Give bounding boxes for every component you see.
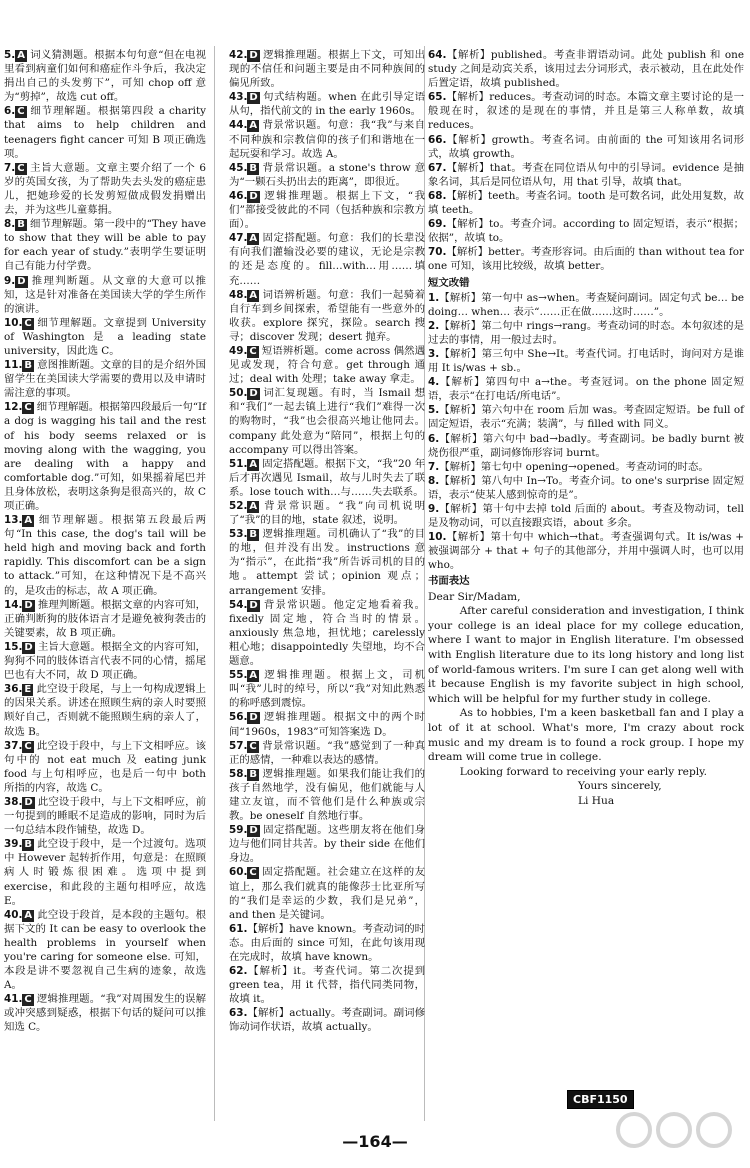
item-number: 50. bbox=[229, 387, 248, 400]
item-explanation: 短语辨析题。come across 偶然遇见或发现，符合句意。get through 通过；deal with 处理；take away 拿走。 bbox=[229, 344, 425, 386]
answer-letter-badge: A bbox=[17, 50, 25, 61]
letter-salutation: Dear Sir/Madam, bbox=[428, 590, 521, 603]
answer-item bbox=[428, 432, 744, 460]
answer-item bbox=[4, 908, 206, 993]
item-explanation: 【解析】better。考查形容词。由后面的 than without tea for one 可知，该用比较级，故填 better。 bbox=[428, 246, 744, 273]
answer-item bbox=[229, 964, 425, 1006]
answer-item bbox=[4, 274, 206, 316]
item-explanation: 细节理解题。根据第四段最后一句“If a dog is wagging his tail and the rest of his body seems relaxed or is moving along with the wagging, you are dealing with a happy and comfortable dog.”可知，如果摇着尾巴并且身体放松，表明这条狗是很高兴的，故 C 项正确。 bbox=[4, 401, 206, 512]
item-number: 14. bbox=[4, 598, 23, 611]
item-explanation: 固定搭配题。根据下文，“我”20 年后才再次遇见 Ismail，故与儿时失去了联系。lose touch with…与……失去联系。 bbox=[229, 457, 425, 498]
item-number: 55. bbox=[229, 669, 248, 682]
item-number: 47. bbox=[229, 232, 248, 245]
letter-closing: Yours sincerely, bbox=[578, 780, 662, 793]
answer-letter-badge: C bbox=[24, 317, 32, 329]
item-explanation: 【解析】第二句中 rings→rang。考查动词的时态。本句叙述的是过去的事情，用一般过去时。 bbox=[428, 319, 744, 346]
item-number: 41. bbox=[4, 993, 23, 1006]
item-number: 42. bbox=[229, 49, 248, 61]
answer-item bbox=[229, 598, 425, 668]
answer-letter-badge: D bbox=[17, 275, 26, 287]
answer-item bbox=[4, 513, 206, 598]
answer-letter-badge: C bbox=[24, 402, 32, 414]
item-number: 10. bbox=[4, 316, 23, 329]
answer-letter-badge: B bbox=[17, 219, 25, 231]
answer-item bbox=[4, 837, 206, 907]
answer-letter-badge: D bbox=[249, 825, 258, 837]
answer-list bbox=[428, 48, 744, 274]
watermark-logo-icon bbox=[612, 1108, 742, 1164]
answer-letter-badge: B bbox=[24, 839, 33, 851]
answer-item bbox=[428, 245, 744, 273]
item-explanation: 【解析】第三句中 She→It。考查代词。打电话时，询问对方是谁用 It is/was + sb.。 bbox=[428, 347, 744, 375]
answer-item bbox=[428, 217, 744, 245]
letter-paragraph: Looking forward to receiving your early reply. bbox=[459, 765, 708, 778]
item-number: 5. bbox=[4, 49, 16, 61]
item-number: 69. bbox=[428, 218, 447, 231]
answer-letter-badge: B bbox=[24, 360, 33, 372]
answer-column-1 bbox=[4, 48, 206, 1035]
letter-paragraph: After careful consideration and investigation, I think your college is an ideal place for my college education, where I want to major in English literature. I'm obsessed with English literature due to its long history and long list of world-famous writers. I'm sure I can get along well with it because English is my favorite subject in high school, which will be helpful for my further study in college. bbox=[428, 605, 744, 705]
item-explanation: 逻辑推理题。根据上文，司机叫“我”儿时的绰号，所以“我”对知此熟悉的称呼感到震惊。 bbox=[229, 669, 425, 710]
item-explanation: 逻辑推理题。根据文中的两个时间“1960s，1983”可知答案选 D。 bbox=[229, 711, 425, 738]
item-explanation: 逻辑推理题。根据上下文，可知出现的不信任和问题主要是由不同种族间的偏见所致。 bbox=[229, 49, 425, 90]
answer-letter-badge: C bbox=[24, 740, 32, 752]
answer-item bbox=[4, 682, 206, 738]
answer-item bbox=[4, 316, 206, 358]
item-number: 38. bbox=[4, 795, 23, 808]
item-number: 62. bbox=[229, 965, 248, 978]
item-explanation: 逻辑推理题。如果我们能让我们的孩子自然地学，没有偏见，他们就能与人建立友谊，而不管他们是什么种族或宗教。be oneself 自然地行事。 bbox=[229, 767, 425, 823]
item-number: 58. bbox=[229, 767, 248, 780]
section-title-writing: 书面表达 bbox=[428, 575, 470, 588]
item-explanation: 【解析】第四句中 a→the。考查冠词。on the phone 固定短语，表示“在打电话/所电话”。 bbox=[428, 376, 744, 403]
item-number: 43. bbox=[229, 91, 248, 104]
answer-letter-badge: A bbox=[249, 501, 258, 512]
item-explanation: 【解析】to。考查介词。according to 固定短语，表示“根据；依据”，故填 to。 bbox=[428, 218, 744, 245]
item-number: 6. bbox=[4, 105, 16, 118]
answer-item bbox=[428, 403, 744, 431]
item-number: 2. bbox=[428, 319, 440, 332]
item-number: 36. bbox=[4, 683, 23, 696]
item-number: 9. bbox=[4, 274, 16, 287]
answer-letter-badge: D bbox=[249, 599, 258, 611]
answer-letter-badge: D bbox=[249, 388, 258, 400]
item-explanation: 推理判断题。根据文章的内容可知，正确判断狗的肢体语言才是避免被狗袭击的关键要素，故 B 项正确。 bbox=[4, 598, 206, 639]
item-explanation: 【解析】第七句中 opening→opened。考查动词的时态。 bbox=[439, 460, 709, 473]
answer-item bbox=[4, 598, 206, 640]
item-explanation: 此空设于段中，与上下文相呼应。该句中的 not eat much 及 eating junk food 与上句相呼应，也是后一句中 both 所指的内容，故选 C。 bbox=[4, 739, 206, 794]
answer-item bbox=[428, 530, 744, 572]
item-explanation: 【解析】teeth。考查名词。tooth 是可数名词，此处用复数，故填 teeth。 bbox=[428, 189, 744, 217]
answer-item bbox=[229, 865, 425, 921]
answer-column-2 bbox=[229, 48, 425, 1035]
item-number: 67. bbox=[428, 161, 447, 174]
answer-letter-badge: D bbox=[24, 599, 33, 611]
item-explanation: 固定搭配题。社会建立在这样的友谊上，那么我们就真的能像莎士比亚所写的“我们是幸运的少数，我们是兄弟”，and then 是关键词。 bbox=[229, 866, 425, 921]
item-number: 53. bbox=[229, 528, 248, 541]
item-explanation: 此空设于段尾，与上一句构成逻辑上的因果关系。讲述在照顾生病的亲人时要照顾好自己，否则就不能照顾生病的亲人了，故选 B。 bbox=[4, 683, 206, 738]
answer-letter-badge: D bbox=[249, 92, 258, 104]
item-explanation: 此空设于段中，是一个过渡句。选项中 However 起转折作用，句意是：在照顾病人时锻炼很困难。选项中提到 exercise，和此段的主题句相呼应，故选 E。 bbox=[4, 838, 206, 907]
item-number: 52. bbox=[229, 500, 248, 512]
item-number: 40. bbox=[4, 908, 23, 921]
item-explanation: 逻辑推理题。司机确认了“我”的目的地，但并没有出发。instructions 意为“指示”，在此指“我”所告诉司机的目的地。attempt 尝试；opinion 观点；arrangement 安排。 bbox=[229, 528, 425, 597]
answer-item bbox=[4, 739, 206, 795]
answer-item bbox=[229, 457, 425, 499]
letter bbox=[428, 590, 744, 809]
answer-letter-badge: B bbox=[249, 162, 258, 174]
item-number: 46. bbox=[229, 189, 248, 202]
item-number: 70. bbox=[428, 246, 447, 259]
item-explanation: 【解析】have known。考查动词的时态。由后面的 since 可知，在此句该用现在完成时，故填 have known。 bbox=[229, 922, 425, 963]
answer-item bbox=[229, 161, 425, 189]
answer-letter-badge: A bbox=[249, 289, 258, 301]
item-explanation: 【解析】第十句中去掉 told 后面的 about。考查及物动词，tell 是及物动词，可以直接跟宾语，about 多余。 bbox=[428, 503, 744, 530]
answer-letter-badge: D bbox=[249, 712, 258, 724]
answer-item bbox=[229, 48, 425, 90]
item-explanation: 【解析】growth。考查名词。由前面的 the 可知该用名词形式，故填 growth。 bbox=[428, 133, 744, 160]
answer-item bbox=[229, 922, 425, 964]
answer-item bbox=[4, 992, 206, 1034]
answer-item bbox=[229, 823, 425, 865]
item-number: 3. bbox=[428, 347, 440, 360]
item-explanation: 【解析】it。考查代词。第二次提到 green tea，用 it 代替，指代同类同物，故填 it。 bbox=[229, 965, 425, 1006]
answer-item bbox=[4, 161, 206, 217]
answer-letter-badge: E bbox=[24, 684, 32, 696]
item-explanation: 意图推断题。文章的目的是介绍外国留学生在美国读大学需要的费用以及申请时需注意的事项。 bbox=[4, 359, 206, 400]
correction-list bbox=[428, 291, 744, 573]
answer-item bbox=[4, 358, 206, 400]
item-explanation: 【解析】第八句中 In→To。考查介词。to one's surprise 固定短语，表示“使某人感到惊奇的是”。 bbox=[428, 474, 744, 501]
item-explanation: 细节理解题。根据第五段最后两句“In this case, the dog's tail will be held high and moving back and forth rapidly. This discomfort can be a sign to attack.”可知，在这种情况下是不高兴的，是攻击的标志，故 A 项正确。 bbox=[4, 514, 206, 597]
answer-letter-badge: D bbox=[24, 641, 33, 653]
item-explanation: 主旨大意题。根据全文的内容可知，狗狗不同的肢体语言代表不同的心情，摇尾巴也有大不同，故 D 项正确。 bbox=[4, 640, 206, 682]
answer-item bbox=[229, 288, 425, 344]
item-explanation: 背景常识题。句意：我“我”与来自不同种族和宗教信仰的孩子们和谐地在一起玩耍和学习。故选 A。 bbox=[229, 119, 425, 160]
item-number: 8. bbox=[428, 474, 440, 487]
answer-letter-badge: C bbox=[17, 162, 25, 174]
item-number: 64. bbox=[428, 49, 447, 61]
item-number: 11. bbox=[4, 359, 23, 372]
column-divider bbox=[214, 46, 215, 1121]
item-number: 12. bbox=[4, 401, 23, 414]
answer-item bbox=[428, 189, 744, 217]
answer-item bbox=[428, 474, 744, 502]
answer-letter-badge: B bbox=[249, 768, 258, 780]
item-explanation: 逻辑推理题。“我”对周围发生的误解或冲突感到疑惑，根据下句话的疑问可以推知选 C。 bbox=[4, 993, 206, 1034]
answer-item bbox=[229, 231, 425, 287]
answer-item bbox=[428, 90, 744, 132]
item-number: 15. bbox=[4, 640, 23, 653]
item-number: 10. bbox=[428, 531, 447, 544]
section-title-correction: 短文改错 bbox=[428, 276, 470, 289]
item-number: 44. bbox=[229, 119, 248, 132]
answer-item bbox=[229, 710, 425, 738]
item-number: 60. bbox=[229, 866, 248, 879]
item-number: 7. bbox=[4, 161, 16, 174]
item-explanation: 词义猜测题。根据本句句意“但在电视里看到病童们如何和癌症作斗争后，我决定捐出自己的头发剪下”，可知 chop off 意为“剪掉”，故选 cut off。 bbox=[4, 49, 206, 104]
answer-letter-badge: A bbox=[249, 233, 258, 245]
answer-item bbox=[4, 48, 206, 104]
item-number: 5. bbox=[428, 404, 440, 417]
item-explanation: 背景常识题。“我”感觉到了一种真正的感情，一种难以表达的感情。 bbox=[229, 739, 425, 766]
answer-item bbox=[428, 460, 744, 474]
item-explanation: 句式结构题。when 在此引导定语从句，指代前文的 in the early 1960s。 bbox=[229, 91, 425, 118]
item-number: 4. bbox=[428, 376, 440, 389]
item-explanation: 【解析】reduces。考查动词的时态。本篇文章主要讨论的是一般现在时，叙述的是现在的事情，并且是第三人称单数，故填 reduces。 bbox=[428, 91, 744, 132]
item-explanation: 细节理解题。第一段中的“They have to show that they will be able to pay for each year of study.”表明学生要证明自己有能力付学费。 bbox=[4, 218, 206, 273]
answer-column-3 bbox=[428, 48, 744, 808]
item-explanation: 【解析】actually。考查副词。副词修饰动词作状语，故填 actually。 bbox=[229, 1007, 425, 1034]
item-explanation: 【解析】第六句中在 room 后加 was。考查固定短语。be full of 固定短语，表示“充满；装满”，与 filled with 同义。 bbox=[428, 404, 744, 431]
item-number: 45. bbox=[229, 161, 248, 174]
item-number: 57. bbox=[229, 739, 248, 752]
item-number: 49. bbox=[229, 344, 248, 357]
item-number: 6. bbox=[428, 432, 440, 445]
answer-letter-badge: A bbox=[249, 670, 258, 682]
letter-signature: Li Hua bbox=[578, 794, 615, 807]
item-number: 37. bbox=[4, 739, 23, 752]
item-number: 13. bbox=[4, 514, 23, 527]
item-number: 1. bbox=[428, 291, 440, 304]
item-explanation: 背景常识题。“我”向司机说明了“我”的目的地，state 叙述，说明。 bbox=[229, 500, 425, 527]
item-explanation: 【解析】published。考查非谓语动词。此处 publish 和 one study 之间是动宾关系，该用过去分词形式，表示被动，且在此处作后置定语，故填 published。 bbox=[428, 49, 744, 90]
answer-item bbox=[4, 795, 206, 837]
item-explanation: 【解析】第十句中 which→that。考查强调句式。It is/was + 被强调部分 + that + 句子的其他部分，并用中强调人时，也可以用 who。 bbox=[428, 531, 744, 572]
item-explanation: 细节理解题。文章提到 University of Washington 是 a leading state university，因此选 C。 bbox=[4, 316, 206, 357]
answer-item bbox=[428, 319, 744, 347]
answer-item bbox=[229, 739, 425, 767]
answer-item bbox=[428, 502, 744, 530]
item-number: 65. bbox=[428, 91, 447, 104]
item-explanation: 主旨大意题。文章主要介绍了一个 6 岁的英国女孩，为了帮助失去头发的癌症患儿，把她珍爱的长发剪短做成假发捐赠出去，并为这些儿童募捐。 bbox=[4, 161, 206, 217]
answer-item bbox=[4, 640, 206, 682]
item-number: 66. bbox=[428, 133, 447, 146]
item-explanation: 固定搭配题。句意：我们的长辈没有向我们灌输没必要的建议，无论是宗教的还是态度的。fill…with…用……填充…… bbox=[229, 232, 425, 287]
item-number: 7. bbox=[428, 460, 440, 473]
code-badge: CBF1150 bbox=[567, 1090, 634, 1109]
item-explanation: 【解析】that。考查在同位语从句中的引导词。evidence 是抽象名词，其后是同位语从句，用 that 引导，故填 that。 bbox=[428, 161, 744, 188]
answer-letter-badge: C bbox=[24, 994, 32, 1006]
item-number: 48. bbox=[229, 288, 248, 301]
answer-item bbox=[428, 291, 744, 319]
item-number: 51. bbox=[229, 457, 248, 470]
answer-letter-badge: C bbox=[17, 106, 25, 118]
item-explanation: 【解析】第六句中 bad→badly。考查副词。be badly burnt 被烧伤很严重，副词修饰形容词 burnt。 bbox=[428, 432, 744, 459]
answer-item bbox=[428, 347, 744, 375]
answer-letter-badge: A bbox=[249, 120, 258, 132]
answer-letter-badge: D bbox=[24, 796, 33, 808]
item-explanation: 背景常识题。他定定地看着我。fixedly 固定地，符合当时的情景。anxiously 焦急地，担忧地；carelessly 粗心地；disappointedly 失望地，均不合题意。 bbox=[229, 598, 425, 668]
answer-letter-badge: D bbox=[249, 190, 258, 202]
answer-item bbox=[229, 668, 425, 710]
answer-item bbox=[428, 133, 744, 161]
item-explanation: 细节理解题。根据第四段 a charity that aims to help children and teenagers fight cancer 可知 B 项正确选项。 bbox=[4, 105, 206, 160]
answer-item bbox=[229, 527, 425, 597]
answer-letter-badge: D bbox=[249, 50, 258, 61]
item-number: 54. bbox=[229, 598, 248, 611]
item-explanation: 【解析】第一句中 as→when。考查疑问副词。固定句式 be… be doing… when… 表示“……正在做……这时……”。 bbox=[428, 291, 744, 318]
answer-item bbox=[229, 767, 425, 823]
item-number: 8. bbox=[4, 218, 16, 231]
answer-letter-badge: A bbox=[249, 458, 258, 470]
item-explanation: 此空设于段中，与上下文相呼应，前一句提到的睡眠不足造成的影响，同时为后一句总结本段作铺垫，故选 D。 bbox=[4, 795, 206, 837]
item-number: 56. bbox=[229, 711, 248, 724]
answer-item bbox=[229, 90, 425, 118]
item-number: 39. bbox=[4, 838, 23, 851]
page-number: —164— bbox=[342, 1132, 408, 1151]
answer-item bbox=[229, 189, 425, 231]
answer-item bbox=[4, 104, 206, 160]
item-number: 9. bbox=[428, 503, 440, 515]
answer-letter-badge: B bbox=[249, 529, 258, 541]
answer-item bbox=[229, 1006, 425, 1034]
answer-item bbox=[229, 344, 425, 386]
item-number: 59. bbox=[229, 824, 248, 837]
item-number: 63. bbox=[229, 1007, 248, 1020]
item-explanation: 固定搭配题。这些朋友将在他们身边与他们同甘共苦。by their side 在他们身边。 bbox=[229, 824, 425, 865]
item-explanation: 背景常识题。a stone's throw 意为“一颗石头扔出去的距离”，即很近。 bbox=[229, 161, 425, 188]
answer-letter-badge: A bbox=[24, 515, 33, 527]
answer-item bbox=[4, 217, 206, 273]
answer-letter-badge: C bbox=[249, 740, 257, 752]
answer-item bbox=[4, 400, 206, 513]
item-explanation: 此空设于段首，是本段的主题句。根据下文的 It can be easy to overlook the health problems in yourself when you're caring for someone else. 可知，本段是讲不要忽视自己生病的迹象，故选 A。 bbox=[4, 908, 206, 992]
item-number: 61. bbox=[229, 922, 248, 935]
answer-letter-badge: C bbox=[249, 345, 257, 357]
item-explanation: 词汇复现题。有时，当 Ismail 想和“我们”一起去镇上进行“我们”难得一次的购物时，“我”也会很高兴地让他同去。company 此处意为“陪同”，根据上句的 accompany 可以得出答案。 bbox=[229, 387, 425, 456]
answer-letter-badge: A bbox=[24, 909, 33, 921]
answer-item bbox=[428, 375, 744, 403]
answer-item bbox=[229, 499, 425, 527]
answer-item bbox=[428, 161, 744, 189]
item-explanation: 推理判断题。从文章的大意可以推知，这是针对准备在美国读大学的学生所作的演讲。 bbox=[4, 274, 206, 315]
answer-letter-badge: C bbox=[249, 867, 257, 879]
letter-paragraph: As to hobbies, I'm a keen basketball fan and I play a lot of it at school. What's more, I'm crazy about rock music and my dream is to found a rock group. I hope my dream will come true in college. bbox=[428, 707, 744, 764]
item-number: 68. bbox=[428, 189, 447, 202]
item-explanation: 词语辨析题。句意：我们一起骑着自行车到乡间探索，希望能有一些意外的收获。explore 探究，探险。search 搜寻；discover 发现；desert 抛弃。 bbox=[229, 288, 425, 343]
answer-item bbox=[229, 386, 425, 456]
item-explanation: 逻辑推理题。根据上下文，“我们”都接受彼此的不同（包括种族和宗教方面）。 bbox=[229, 189, 425, 231]
answer-item bbox=[428, 48, 744, 90]
answer-item bbox=[229, 118, 425, 160]
